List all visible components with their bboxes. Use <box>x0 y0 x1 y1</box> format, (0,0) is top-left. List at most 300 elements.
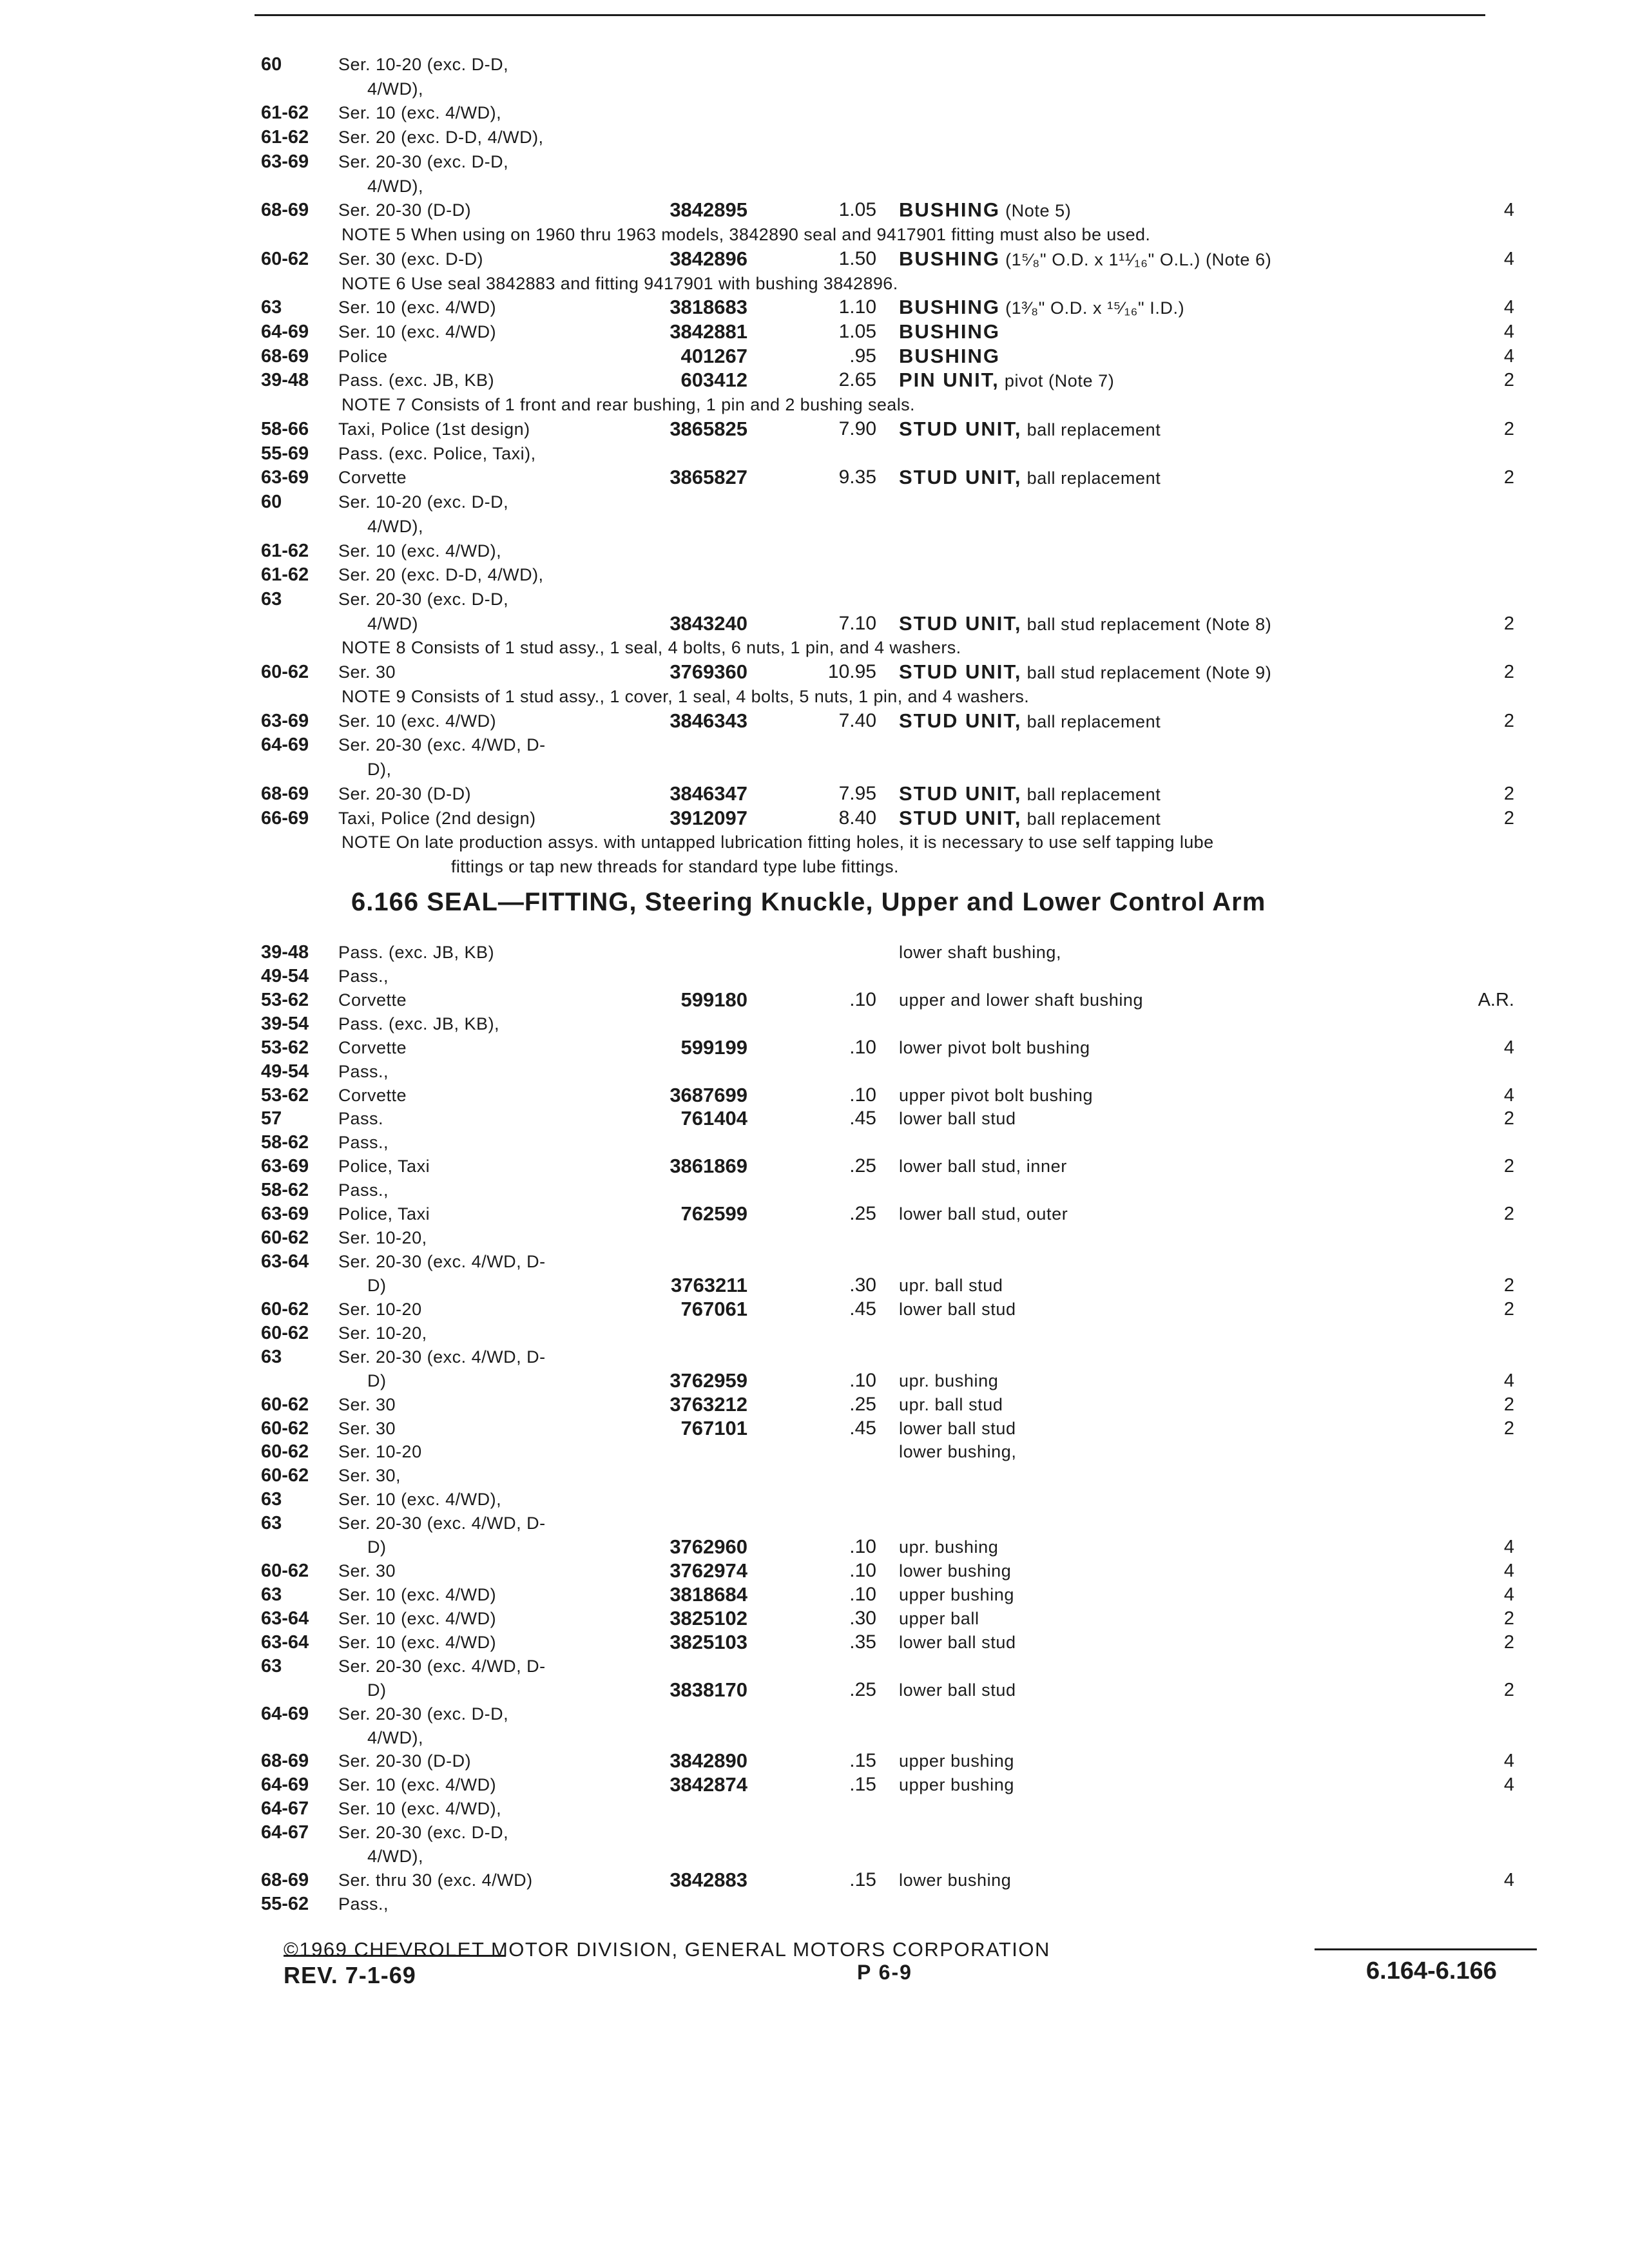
vehicle-description: Ser. 10 (exc. 4/WD) <box>338 1609 497 1628</box>
vehicle-description: Ser. 30, <box>338 1466 401 1485</box>
quantity: 2 <box>1503 1156 1514 1177</box>
model-years: 63-69 <box>261 1204 309 1224</box>
model-years: 61-62 <box>261 127 309 148</box>
quantity: 4 <box>1503 297 1514 318</box>
model-years: 39-54 <box>261 1014 309 1034</box>
quantity: 2 <box>1503 1299 1514 1320</box>
parts-row <box>0 538 1629 564</box>
vehicle-description: Ser. 20 (exc. D-D, 4/WD), <box>338 565 544 584</box>
note-text: NOTE 7 Consists of 1 front and rear bushing, 1 pin and 2 bushing seals. <box>342 395 915 414</box>
model-years: 49-54 <box>261 1061 309 1082</box>
model-years: 63 <box>261 1489 282 1510</box>
note-row <box>0 392 1629 418</box>
quantity: 2 <box>1503 1108 1514 1129</box>
vehicle-description: Pass. (exc. JB, KB) <box>338 370 495 390</box>
part-name <box>899 1772 1014 1798</box>
part-name <box>899 1534 998 1560</box>
part-name-detail: lower bushing <box>899 1561 1012 1581</box>
note-row <box>0 684 1629 709</box>
quantity: 4 <box>1503 1370 1514 1391</box>
model-years: 68-69 <box>261 1870 309 1890</box>
part-name <box>899 1748 1014 1774</box>
part-name-detail: pivot (Note 7) <box>1004 371 1115 390</box>
parts-row <box>0 1153 1629 1179</box>
parts-row <box>0 1225 1629 1251</box>
note-row <box>0 222 1629 247</box>
list-price: .10 <box>849 1037 876 1058</box>
note-text: NOTE 8 Consists of 1 stud assy., 1 seal, 4 bolts, 6 nuts, 1 pin, and 4 washers. <box>342 638 961 657</box>
vehicle-description: 4/WD), <box>367 1847 423 1866</box>
part-name-detail: ball replacement <box>1027 809 1161 829</box>
part-name <box>899 1677 1016 1703</box>
quantity: 2 <box>1503 1680 1514 1700</box>
vehicle-description: 4/WD), <box>367 177 423 196</box>
part-name <box>899 1106 1016 1131</box>
part-number: 3763211 <box>671 1274 747 1296</box>
vehicle-description: Ser. 30 <box>338 662 396 682</box>
vehicle-description: Ser. 10 (exc. 4/WD) <box>338 1775 497 1794</box>
parts-row <box>0 708 1629 734</box>
vehicle-description: Ser. 20-30 (exc. D-D, <box>338 152 509 171</box>
part-name-detail: ball replacement <box>1027 712 1161 731</box>
list-price: 7.40 <box>838 710 876 731</box>
model-years: 63 <box>261 1656 282 1677</box>
part-name-detail: lower ball stud <box>899 1419 1016 1438</box>
vehicle-description: D) <box>367 1680 387 1700</box>
quantity: 2 <box>1503 1394 1514 1415</box>
model-years: 57 <box>261 1108 282 1129</box>
model-years: 60-62 <box>261 1418 309 1439</box>
part-number: 603412 <box>680 369 747 391</box>
part-name-detail: ball stud replacement (Note 8) <box>1027 615 1272 634</box>
parts-row <box>0 1344 1629 1370</box>
parts-row <box>0 611 1629 637</box>
part-name <box>899 708 1161 735</box>
part-name-detail: upper bushing <box>899 1585 1014 1604</box>
parts-row <box>0 1534 1629 1560</box>
part-number: 3762974 <box>670 1559 747 1582</box>
parts-row <box>0 756 1629 782</box>
part-number: 3818683 <box>670 296 747 318</box>
model-years: 60-62 <box>261 1465 309 1486</box>
part-number: 3846343 <box>670 709 747 732</box>
part-name <box>899 1201 1068 1227</box>
model-years: 63 <box>261 1584 282 1605</box>
parts-row <box>0 562 1629 588</box>
parts-row <box>0 1320 1629 1346</box>
list-price: .10 <box>849 1584 876 1605</box>
model-years: 63 <box>261 297 282 318</box>
model-years: 55-69 <box>261 443 309 464</box>
model-years: 63-64 <box>261 1608 309 1629</box>
parts-row <box>0 1820 1629 1845</box>
part-name <box>899 1273 1003 1298</box>
parts-row <box>0 76 1629 102</box>
vehicle-description: Ser. 10 (exc. 4/WD) <box>338 1633 497 1652</box>
part-name <box>899 805 1161 832</box>
parts-row <box>0 1106 1629 1131</box>
part-name-detail: upper bushing <box>899 1751 1014 1771</box>
model-years: 39-48 <box>261 942 309 963</box>
part-name-detail: (1³⁄₈" O.D. x ¹⁵⁄₁₆" I.D.) <box>1005 298 1185 318</box>
vehicle-description: Ser. 20-30 (exc. D-D, <box>338 1704 509 1724</box>
list-price: .25 <box>849 1679 876 1700</box>
part-name-detail: lower shaft bushing, <box>899 943 1062 962</box>
parts-row <box>0 1082 1629 1108</box>
vehicle-description: Ser. thru 30 (exc. 4/WD) <box>338 1870 533 1890</box>
model-years: 61-62 <box>261 102 309 123</box>
parts-row <box>0 1463 1629 1488</box>
vehicle-description: Ser. 20-30 (exc. 4/WD, D- <box>338 1657 546 1676</box>
model-years: 60-62 <box>261 249 309 269</box>
quantity: 4 <box>1503 1085 1514 1106</box>
model-years: 58-66 <box>261 419 309 439</box>
quantity: 2 <box>1503 1418 1514 1439</box>
model-years: 63-64 <box>261 1632 309 1653</box>
quantity: 4 <box>1503 200 1514 220</box>
part-name-detail: upper bushing <box>899 1775 1014 1794</box>
part-name-bold: BUSHING <box>899 247 1000 270</box>
part-number: 3687699 <box>670 1084 747 1106</box>
list-price: 1.05 <box>838 199 876 220</box>
list-price: .45 <box>849 1298 876 1320</box>
list-price: .25 <box>849 1155 876 1177</box>
vehicle-description: Pass., <box>338 1180 389 1200</box>
model-years: 60-62 <box>261 662 309 682</box>
part-name-detail: ball replacement <box>1027 468 1161 488</box>
part-name <box>899 416 1161 443</box>
part-name-bold: BUSHING <box>899 296 1000 318</box>
model-years: 66-69 <box>261 808 309 829</box>
model-years: 63 <box>261 1513 282 1533</box>
model-years: 63-69 <box>261 711 309 731</box>
vehicle-description: Corvette <box>338 1086 407 1105</box>
part-name-detail: upper and lower shaft bushing <box>899 990 1144 1010</box>
part-name-bold: BUSHING <box>899 198 1000 221</box>
model-years: 68-69 <box>261 346 309 367</box>
vehicle-description: Pass. (exc. Police, Taxi), <box>338 444 536 463</box>
vehicle-description: Ser. 20-30 (exc. D-D, <box>338 590 509 609</box>
list-price: 2.65 <box>838 369 876 390</box>
part-name <box>899 367 1114 394</box>
vehicle-description: Ser. 20-30 (exc. 4/WD, D- <box>338 1347 546 1367</box>
part-name-bold: BUSHING <box>899 345 1000 367</box>
vehicle-description: Ser. 10-20 <box>338 1300 422 1319</box>
vehicle-description: Ser. 10-20, <box>338 1323 427 1343</box>
parts-row <box>0 1772 1629 1798</box>
quantity: 2 <box>1503 1275 1514 1296</box>
model-years: 60 <box>261 54 282 75</box>
parts-row <box>0 489 1629 515</box>
part-name <box>899 1082 1093 1108</box>
quantity: 4 <box>1503 1751 1514 1771</box>
vehicle-description: 4/WD), <box>367 1728 423 1747</box>
model-years: 60-62 <box>261 1227 309 1248</box>
footer-revision: REV. 7-1-69 <box>284 1962 416 1988</box>
part-number: 3861869 <box>670 1155 747 1177</box>
part-number: 761404 <box>680 1107 747 1129</box>
parts-row <box>0 1867 1629 1893</box>
vehicle-description: Police, Taxi <box>338 1204 430 1224</box>
vehicle-description: Ser. 20-30 (D-D) <box>338 784 472 803</box>
list-price: 1.05 <box>838 321 876 342</box>
part-number: 599199 <box>680 1036 747 1059</box>
parts-row <box>0 197 1629 223</box>
model-years: 64-67 <box>261 1798 309 1819</box>
part-number: 401267 <box>680 345 747 367</box>
list-price: 1.50 <box>838 248 876 269</box>
part-number: 3843240 <box>670 612 747 635</box>
part-name-bold: STUD UNIT, <box>899 660 1022 683</box>
parts-row <box>0 963 1629 989</box>
model-years: 63-64 <box>261 1251 309 1272</box>
model-years: 49-54 <box>261 966 309 986</box>
parts-row <box>0 1035 1629 1061</box>
vehicle-description: Taxi, Police (2nd design) <box>338 809 536 828</box>
list-price: .45 <box>849 1418 876 1439</box>
model-years: 63 <box>261 589 282 610</box>
vehicle-description: Ser. 10 (exc. 4/WD) <box>338 322 497 341</box>
part-name <box>899 1153 1067 1179</box>
note-text: fittings or tap new threads for standard type lube fittings. <box>451 857 899 876</box>
vehicle-description: D) <box>367 1276 387 1295</box>
list-price: .95 <box>849 345 876 367</box>
list-price: 7.90 <box>838 418 876 439</box>
parts-row <box>0 343 1629 369</box>
list-price: .10 <box>849 1370 876 1391</box>
quantity: A.R. <box>1478 990 1514 1010</box>
model-years: 63-69 <box>261 467 309 488</box>
note-row <box>0 271 1629 296</box>
quantity: 4 <box>1503 346 1514 367</box>
footer-copyright: ©1969 CHEVROLET MOTOR DIVISION, GENERAL MOTORS CORPORATION <box>284 1938 1050 1961</box>
part-number: 767061 <box>680 1298 747 1320</box>
part-number: 3762960 <box>670 1535 747 1558</box>
vehicle-description: Ser. 10 (exc. 4/WD), <box>338 1490 502 1509</box>
quantity: 4 <box>1503 1584 1514 1605</box>
model-years: 64-67 <box>261 1822 309 1843</box>
quantity: 2 <box>1503 1204 1514 1224</box>
vehicle-description: Ser. 10 (exc. 4/WD) <box>338 711 497 731</box>
list-price: .15 <box>849 1750 876 1771</box>
part-name <box>899 1606 979 1631</box>
part-number: 3818684 <box>670 1583 747 1606</box>
part-number: 767101 <box>680 1417 747 1439</box>
part-name-detail: (1⁵⁄₈" O.D. x 1¹¹⁄₁₆" O.L.) (Note 6) <box>1005 250 1272 269</box>
part-name <box>899 343 1000 370</box>
parts-row <box>0 1177 1629 1203</box>
vehicle-description: 4/WD), <box>367 79 423 99</box>
part-name <box>899 1629 1016 1655</box>
quantity: 4 <box>1503 249 1514 269</box>
parts-row <box>0 1201 1629 1227</box>
quantity: 2 <box>1503 613 1514 634</box>
vehicle-description: Ser. 10 (exc. 4/WD), <box>338 103 502 122</box>
part-name-bold: STUD UNIT, <box>899 709 1022 732</box>
part-name-bold: STUD UNIT, <box>899 782 1022 805</box>
note-row <box>0 635 1629 660</box>
part-name-bold: BUSHING <box>899 320 1000 343</box>
parts-row <box>0 246 1629 272</box>
part-name-detail: ball replacement <box>1027 785 1161 804</box>
part-name-detail: lower ball stud <box>899 1300 1016 1319</box>
part-number: 3825103 <box>670 1631 747 1653</box>
part-name-detail: lower ball stud, outer <box>899 1204 1068 1224</box>
footer-section-range: 6.164-6.166 <box>1366 1957 1497 1984</box>
vehicle-description: Pass., <box>338 966 389 986</box>
vehicle-description: 4/WD), <box>367 517 423 536</box>
model-years: 64-69 <box>261 1704 309 1724</box>
part-name <box>899 781 1161 807</box>
parts-row <box>0 1629 1629 1655</box>
part-name <box>899 1392 1003 1418</box>
parts-row <box>0 1701 1629 1727</box>
list-price: 1.10 <box>838 296 876 318</box>
part-name <box>899 1368 998 1394</box>
note-text: NOTE On late production assys. with untapped lubrication fitting holes, it is necessary to use self tapping lube <box>342 832 1214 852</box>
parts-row <box>0 1843 1629 1869</box>
part-name-bold: PIN UNIT, <box>899 369 999 391</box>
model-years: 61-62 <box>261 564 309 585</box>
part-name-detail: upper pivot bolt bushing <box>899 1086 1094 1105</box>
part-number: 3769360 <box>670 660 747 683</box>
list-price: .30 <box>849 1608 876 1629</box>
quantity: 4 <box>1503 1537 1514 1557</box>
list-price: 10.95 <box>827 661 876 682</box>
parts-row <box>0 1677 1629 1703</box>
parts-row <box>0 939 1629 965</box>
quantity: 4 <box>1503 1774 1514 1795</box>
part-name <box>899 987 1143 1013</box>
vehicle-description: Taxi, Police (1st design) <box>338 419 530 439</box>
part-name-detail: upr. bushing <box>899 1371 999 1390</box>
part-name-detail: lower pivot bolt bushing <box>899 1038 1090 1057</box>
vehicle-description: Pass. <box>338 1109 384 1128</box>
model-years: 39-48 <box>261 370 309 390</box>
vehicle-description: Ser. 10 (exc. 4/WD) <box>338 1585 497 1604</box>
parts-row <box>0 1891 1629 1917</box>
parts-row <box>0 100 1629 126</box>
part-number: 3865827 <box>670 466 747 488</box>
list-price: .10 <box>849 1536 876 1557</box>
quantity: 2 <box>1503 419 1514 439</box>
part-name-detail: lower ball stud, inner <box>899 1157 1067 1176</box>
part-name <box>899 611 1271 637</box>
part-number: 3842881 <box>670 320 747 343</box>
section-heading: 6.166 SEAL—FITTING, Steering Knuckle, Upper and Lower Control Arm <box>351 888 1266 916</box>
part-number: 3842890 <box>670 1749 747 1772</box>
vehicle-description: Ser. 10-20 (exc. D-D, <box>338 492 509 512</box>
note-row <box>0 854 1629 879</box>
parts-row <box>0 1249 1629 1274</box>
part-name-detail: lower bushing <box>899 1870 1012 1890</box>
quantity: 2 <box>1503 711 1514 731</box>
vehicle-description: Ser. 20-30 (exc. 4/WD, D- <box>338 735 546 754</box>
note-text: NOTE 5 When using on 1960 thru 1963 models, 3842890 seal and 9417901 fitting must also be used. <box>342 225 1151 244</box>
part-number: 3846347 <box>670 782 747 805</box>
list-price: 9.35 <box>838 466 876 488</box>
list-price: 8.40 <box>838 807 876 829</box>
vehicle-description: Ser. 10-20 <box>338 1442 422 1461</box>
parts-row <box>0 586 1629 612</box>
parts-row <box>0 1416 1629 1441</box>
quantity: 2 <box>1503 467 1514 488</box>
parts-row <box>0 173 1629 199</box>
vehicle-description: Police, Taxi <box>338 1157 430 1176</box>
model-years: 64-69 <box>261 735 309 755</box>
list-price: 7.95 <box>838 783 876 804</box>
parts-row <box>0 1748 1629 1774</box>
parts-row <box>0 1129 1629 1155</box>
part-name-detail: ball replacement <box>1027 420 1161 439</box>
part-name <box>899 659 1271 686</box>
model-years: 58-62 <box>261 1132 309 1153</box>
part-number: 762599 <box>680 1202 747 1225</box>
part-name <box>899 246 1271 273</box>
model-years: 53-62 <box>261 990 309 1010</box>
model-years: 68-69 <box>261 783 309 804</box>
part-name-detail: upr. bushing <box>899 1537 999 1557</box>
parts-row <box>0 1486 1629 1512</box>
parts-row <box>0 1392 1629 1418</box>
vehicle-description: Ser. 20-30 (exc. D-D, <box>338 1823 509 1842</box>
part-number: 3842895 <box>670 198 747 221</box>
part-number: 3842896 <box>670 247 747 270</box>
part-name <box>899 1416 1016 1441</box>
part-name-bold: STUD UNIT, <box>899 418 1022 440</box>
model-years: 61-62 <box>261 541 309 561</box>
model-years: 64-69 <box>261 322 309 342</box>
part-name <box>899 319 1000 345</box>
list-price: .25 <box>849 1203 876 1224</box>
part-name <box>899 1558 1011 1584</box>
note-row <box>0 829 1629 855</box>
vehicle-description: Ser. 20-30 (D-D) <box>338 200 472 220</box>
vehicle-description: D) <box>367 1371 387 1390</box>
parts-row <box>0 659 1629 685</box>
model-years: 58-62 <box>261 1180 309 1200</box>
part-number: 3912097 <box>670 807 747 829</box>
vehicle-description: Ser. 20-30 (exc. 4/WD, D- <box>338 1252 546 1271</box>
vehicle-description: Ser. 20-30 (exc. 4/WD, D- <box>338 1514 546 1533</box>
parts-row <box>0 465 1629 490</box>
parts-row <box>0 1011 1629 1037</box>
quantity: 2 <box>1503 1632 1514 1653</box>
parts-row <box>0 1582 1629 1608</box>
vehicle-description: Ser. 10-20 (exc. D-D, <box>338 55 509 74</box>
model-years: 63 <box>261 1347 282 1367</box>
model-years: 60-62 <box>261 1561 309 1581</box>
part-number: 3825102 <box>670 1607 747 1629</box>
part-name-detail: upr. ball stud <box>899 1395 1003 1414</box>
vehicle-description: Ser. 20 (exc. D-D, 4/WD), <box>338 128 544 147</box>
parts-row <box>0 1796 1629 1821</box>
parts-row <box>0 514 1629 539</box>
parts-row <box>0 149 1629 175</box>
part-name <box>899 1867 1011 1893</box>
part-number: 3763212 <box>670 1393 747 1416</box>
part-name <box>899 1296 1016 1322</box>
vehicle-description: Ser. 10 (exc. 4/WD) <box>338 298 497 317</box>
list-price: .25 <box>849 1394 876 1415</box>
list-price: .45 <box>849 1108 876 1129</box>
vehicle-description: Ser. 30 <box>338 1395 396 1414</box>
model-years: 60 <box>261 492 282 512</box>
note-text: NOTE 9 Consists of 1 stud assy., 1 cover, 1 seal, 4 bolts, 5 nuts, 1 pin, and 4 washers. <box>342 687 1030 706</box>
model-years: 60-62 <box>261 1299 309 1320</box>
part-name <box>899 197 1071 224</box>
parts-row <box>0 1558 1629 1584</box>
